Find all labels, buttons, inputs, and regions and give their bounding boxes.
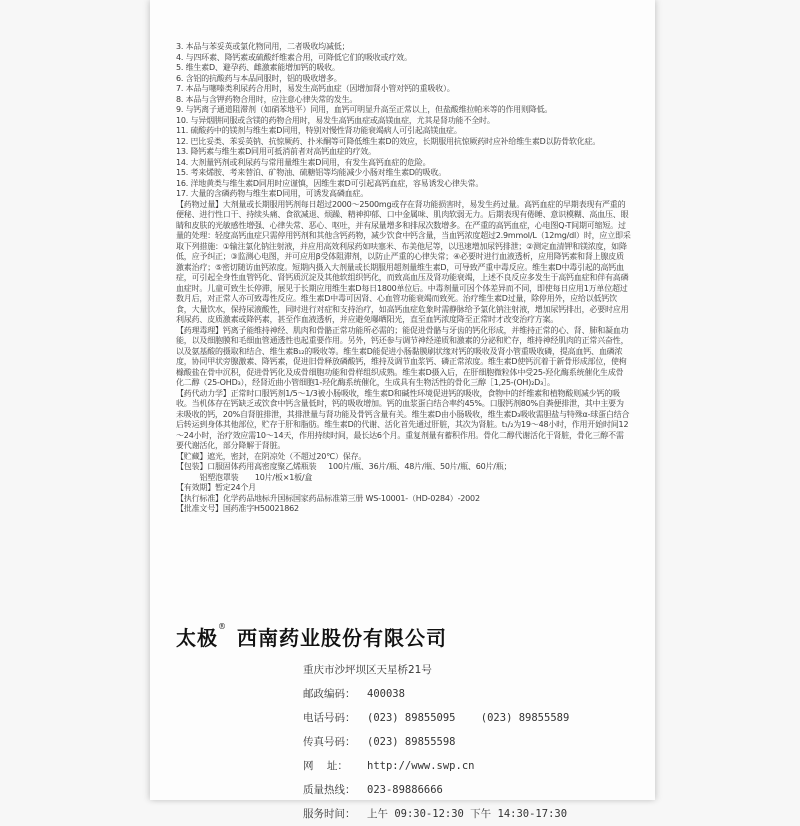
pharmacokinetics-section — [176, 389, 631, 452]
approval-section — [176, 504, 631, 515]
pharmacokinetics-text: 正常时口服钙剂1/5～1/3被小肠吸收，维生素D和碱性环境促进钙的吸收，食物中的纤维素和植物酸则减少钙的吸收。当机体存在钙缺乏或饮食中钙含量低时，钙的吸收增加。钙的血浆蛋白结合率约45%。口服钙剂80%自粪便排泄，其中主要为未吸收的钙，20%自肾脏排泄，其排泄量与肾功能及骨钙含量有关。维生素D由小肠吸收，维生素D₃吸收需胆盐与特殊α-球蛋白结合后转运到身体其他部位，贮存于肝和脂肪。维生素D的代谢、活化首先通过肝脏，其次为肾脏。t₁/₂为19～48小时，作用开始时间12～24小时，治疗效应需10～14天，作用持续时间，最长达6个月。重复剂量有蓄积作用。骨化二醇代谢活化于肾脏，骨化三醇不需要代谢活化，部分降解于肾脏。 — [176, 388, 630, 450]
company-address: 重庆市沙坪坝区天星桥21号 — [303, 664, 432, 676]
package-line-1: 口服固体药用高密度聚乙烯瓶装 100片/瓶、36片/瓶、48片/瓶、50片/瓶、60片/瓶； — [207, 462, 512, 471]
validity-section — [176, 483, 631, 494]
company-name: 西南药业股份有限公司 — [237, 625, 447, 650]
approval-title: 【批准文号】 — [176, 504, 223, 513]
storage-text: 遮光，密封，在阴凉处（不超过20℃）保存。 — [207, 451, 367, 461]
standard-text: 化学药品地标升国标国家药品标准第三册 WS-10001-（HD-0284）-2002 — [222, 493, 480, 503]
fax-value: (023) 89855598 — [367, 736, 456, 748]
overdose-title: 【药物过量】 — [176, 199, 223, 209]
website-value: http://www.swp.cn — [367, 760, 475, 772]
service-hours-label: 服务时间： — [303, 808, 356, 820]
interaction-item-10: 10. 与异烟肼同服或含镁的药物合用时，易发生高钙血症或高镁血症，尤其是肾功能不全时。 — [176, 115, 495, 125]
overdose-section — [176, 200, 631, 326]
website-row — [303, 754, 636, 778]
interaction-item-3: 3. 本品与苯妥英或氯化物同用，二者吸收均减低； — [176, 42, 350, 51]
taiji-logo — [176, 622, 227, 651]
storage-section — [176, 452, 631, 463]
postcode-value: 400038 — [367, 688, 405, 700]
interaction-item-8: 8. 本品与含钾药物合用时，应注意心律失常的发生。 — [176, 94, 358, 104]
standard-title: 【执行标准】 — [176, 493, 223, 503]
validity-text: 暂定24个月 — [215, 483, 256, 492]
overdose-text: 大剂量或长期服用钙剂每日超过2000～2500mg或存在肾功能损害时，易发生药过量。高钙血症的早期表现有严重的便秘、进行性口干、持续头痛、食欲减退、烦躁、精神抑郁、口中金属味、肌肉软弱无力。后期表现有倦睡、意识模糊、高血压、眼睛和皮肤的光敏感性增强、心律失常、恶心、呕吐，并有尿量增多和排尿次数增多。在严重的高钙血症，心电图Q-T间期可缩短。过量的处理：轻度高钙血症只需停用钙剂和其他含钙药物，减少饮食中钙含量，当血钙浓度超过2.9mmol/L（12mg/dl）时，应立即采取下列措施：①输注氯化钠注射液，并应用高效利尿药如呋塞米、布美他尼等，以迅速增加尿钙排泄；②测定血清钾和镁浓度，如降低，应予纠正；③监测心电图，并可应用β受体阻滞剂，以防止严重的心律失常；④必要时进行血液透析，应用降钙素和肾上腺皮质激素治疗；⑤密切随访血钙浓度。短期内摄入大剂量或长期服用超剂量维生素D，可导致严重中毒反应。维生素D中毒引起的高钙血症，可引起全身性血管钙化、肾钙质沉淀及其他软组织钙化，而致高血压及肾功能衰竭，上述不良反应多发生于高钙血症和伴有高磷血症时。儿童可致生长停滞，展见于长期应用维生素D每日1800单位后。中毒剂量可因个体差异而不同，即使每日应用1万单位超过数月后，对正常人亦可致毒性反应。维生素D中毒可因肾、心血管功能衰竭而致死。治疗维生素D过量，除停用外，应给以低钙饮食，大量饮水，保持尿液酸性，同时进行对症和支持治疗，如高钙血症危象时需静脉给予氯化钠注射液，增加尿钙排出，必要时应用利尿药、皮质激素或降钙素，甚至作血液透析，并应避免曝晒阳光，直至血钙浓度降至正常时才改变治疗方案。 — [176, 199, 631, 324]
phone-row — [303, 706, 636, 730]
package-line-2: 铝塑泡罩装 10片/板×1板/盒 — [199, 472, 313, 482]
approval-text: 国药准字H50021862 — [222, 504, 299, 513]
package-line-2-row — [176, 473, 631, 484]
company-contact-info — [303, 658, 636, 826]
phone-label: 电话号码： — [303, 712, 356, 724]
postcode-row — [303, 682, 636, 706]
pharmacology-section — [176, 326, 631, 389]
interaction-item-6: 6. 含铝的抗酸药与本品同服时，铝的吸收增多。 — [176, 73, 342, 83]
validity-title: 【有效期】 — [176, 483, 215, 492]
quality-hotline-label: 质量热线： — [303, 784, 356, 796]
interaction-item-16: 16. 洋地黄类与维生素D同用时应谨慎，因维生素D可引起高钙血症，容易诱发心律失常。 — [176, 178, 484, 188]
interaction-item-15: 15. 考来烯胺、考来替泊、矿物油、硫糖铝等均能减少小肠对维生素D的吸收。 — [176, 168, 447, 177]
interaction-item-12: 12. 巴比妥类、苯妥英钠、抗惊厥药、扑米酮等可降低维生素D的效应，长期服用抗惊厥药时应补给维生素D以防骨软化症。 — [176, 136, 601, 146]
company-block — [176, 622, 636, 826]
storage-title: 【贮藏】 — [176, 451, 208, 461]
pharmacology-title: 【药理毒理】 — [176, 325, 223, 335]
pharmacokinetics-title: 【药代动力学】 — [176, 388, 231, 398]
logo-text: 太极 — [176, 625, 218, 650]
interaction-item-7: 7. 本品与噻嗪类利尿药合用时，易发生高钙血症（因增加肾小管对钙的重吸收）。 — [176, 84, 455, 93]
fax-row — [303, 730, 636, 754]
interaction-item-14: 14. 大剂量钙剂或利尿药与常用量维生素D同用，有发生高钙血症的危险。 — [176, 157, 431, 167]
website-label: 网 址： — [303, 760, 348, 772]
pharmacology-text: 钙离子能维持神经、肌肉和骨骼正常功能所必需的；能促进骨骼与牙齿的钙化形成，并维持正常的心、肾、肺和凝血功能，以及细胞膜和毛细血管通透性也起重要作用。另外，钙还参与调节神经递质和激素的分泌和贮存，维持神经肌肉的正常兴奋性，以及氨基酸的摄取和结合、维生素B₁₂的吸收等。维生素D能促进小肠黏膜刷状缘对钙的吸收及肾小管重吸收磷，提高血钙、血磷浓度，协同甲状旁腺激素、降钙素，促进旧骨释放磷酸钙，维持及调节血浆钙、磷正常浓度。维生素D使钙沉着于新骨形成部位，使枸橼酸盐在骨中沉积，促进骨钙化及成骨细胞功能和骨样组织成熟。维生素D摄入后，在肝细胞微粒体中受25-羟化酶系统催化生成骨化二醇（25-OHD₃），经肾近曲小管细胞1-羟化酶系统催化，生成具有生物活性的骨化三醇［1,25-(OH)₂D₃］。 — [176, 325, 629, 387]
fax-label: 传真号码： — [303, 736, 356, 748]
interaction-item-17: 17. 大量的含磷药物与维生素D同用，可诱发高磷血症。 — [176, 189, 369, 198]
service-hours-value: 上午 09:30-12:30 下午 14:30-17:30 — [367, 808, 568, 820]
quality-hotline-row — [303, 778, 636, 802]
registered-mark: ® — [218, 621, 227, 631]
package-insert-text — [176, 42, 631, 515]
standard-section — [176, 494, 631, 505]
interaction-item-11: 11. 硫酸药中的镁剂与维生素D同用，特别对慢性肾功能衰竭病人可引起高镁血症。 — [176, 126, 462, 135]
interaction-item-9: 9. 与钙离子通道阻滞剂（如硝苯地平）同用，血钙可明显升高至正常以上，但盐酸维拉帕米等的作用则降低。 — [176, 105, 553, 114]
interaction-item-4: 4. 与四环素、降钙素或硫酸纤维素合用，可降低它们的吸收或疗效。 — [176, 52, 412, 62]
phone-value: (023) 89855095 (023) 89855589 — [367, 712, 570, 724]
package-section — [176, 462, 631, 473]
interaction-item-5: 5. 维生素D、避孕药、雌激素能增加钙的吸收。 — [176, 63, 340, 72]
service-hours-row — [303, 802, 636, 826]
quality-hotline-value: 023-89886666 — [367, 784, 443, 796]
postcode-label: 邮政编码： — [303, 688, 356, 700]
company-header — [176, 622, 636, 650]
package-title: 【包装】 — [176, 462, 208, 471]
interaction-item-13: 13. 降钙素与维生素D同用可抵消前者对高钙血症的疗效。 — [176, 147, 376, 156]
